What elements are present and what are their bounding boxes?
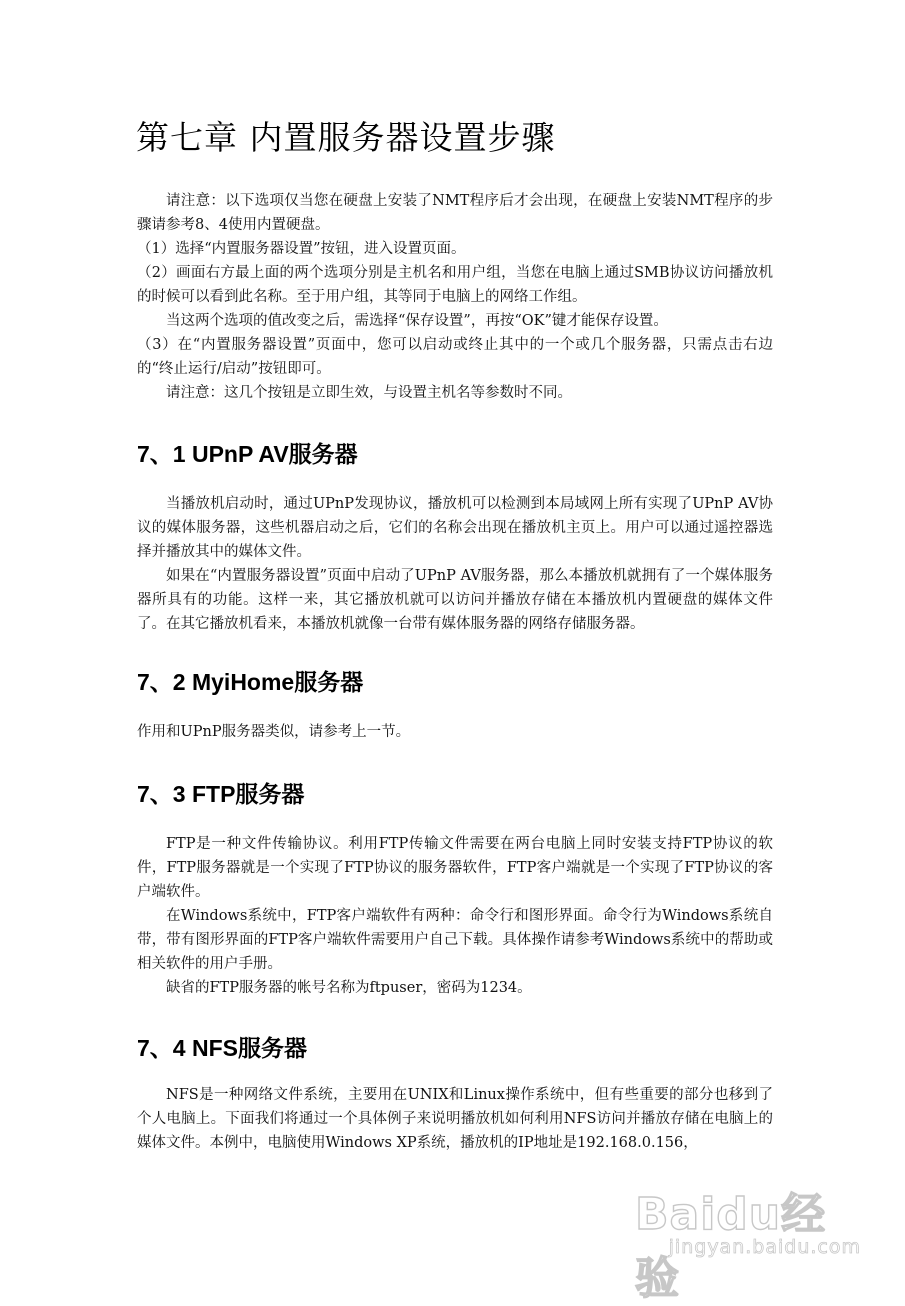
section-title-ftp: 7、3 FTP服务器 [137, 781, 305, 807]
ftp-paragraph-2: 在Windows系统中，FTP客户端软件有两种：命令行和图形界面。命令行为Windows系统自带，带有图形界面的FTP客户端软件需要用户自己下载。具体操作请参考Windows系统中的帮助或相关软件的用户手册。 [137, 908, 773, 972]
chapter-title: 第七章 内置服务器设置步骤 [136, 118, 556, 157]
watermark-url: jingyan.baidu.com [668, 1236, 861, 1258]
section-title-myihome: 7、2 MyiHome服务器 [137, 669, 364, 695]
step-2-paragraph: （2）画面右方最上面的两个选项分别是主机名和用户组，当您在电脑上通过SMB协议访问播放机的时候可以看到此名称。至于用户组，其等同于电脑上的网络工作组。 [137, 265, 773, 305]
myihome-paragraph: 作用和UPnP服务器类似，请参考上一节。 [137, 724, 411, 740]
baidu-jingyan-watermark [635, 1178, 865, 1304]
section-title-nfs: 7、4 NFS服务器 [137, 1035, 307, 1061]
step-1-paragraph: （1）选择“内置服务器设置”按钮，进入设置页面。 [137, 241, 466, 257]
upnp-paragraph-2: 如果在“内置服务器设置”页面中启动了UPnP AV服务器，那么本播放机就拥有了一个媒体服务器所具有的功能。这样一来，其它播放机就可以访问并播放存储在本播放机内置硬盘的媒体文件了。在其它播放机看来，本播放机就像一台带有媒体服务器的网络存储服务器。 [137, 568, 773, 632]
upnp-paragraph-1: 当播放机启动时，通过UPnP发现协议，播放机可以检测到本局域网上所有实现了UPnP AV协议的媒体服务器，这些机器启动之后，它们的名称会出现在播放机主页上。用户可以通过遥控器选择并播放其中的媒体文件。 [137, 496, 773, 560]
watermark-logo: Baidu经验 [635, 1189, 827, 1304]
ftp-paragraph-3: 缺省的FTP服务器的帐号名称为ftpuser，密码为1234。 [166, 980, 532, 996]
ftp-paragraph-1: FTP是一种文件传输协议。利用FTP传输文件需要在两台电脑上同时安装支持FTP协议的软件，FTP服务器就是一个实现了FTP协议的服务器软件，FTP客户端就是一个实现了FTP协议的客户端软件。 [137, 836, 773, 900]
step-3-paragraph: （3）在“内置服务器设置”页面中，您可以启动或终止其中的一个或几个服务器，只需点击右边的“终止运行/启动”按钮即可。 [137, 337, 773, 377]
save-note-paragraph: 当这两个选项的值改变之后，需选择“保存设置”，再按“OK”键才能保存设置。 [166, 313, 668, 329]
section-title-upnp: 7、1 UPnP AV服务器 [137, 441, 358, 467]
note-paragraph: 请注意：以下选项仅当您在硬盘上安装了NMT程序后才会出现，在硬盘上安装NMT程序的步骤请参考8、4使用内置硬盘。 [137, 193, 773, 233]
immediate-effect-note: 请注意：这几个按钮是立即生效，与设置主机名等参数时不同。 [166, 385, 572, 401]
nfs-paragraph: NFS是一种网络文件系统，主要用在UNIX和Linux操作系统中，但有些重要的部分也移到了个人电脑上。下面我们将通过一个具体例子来说明播放机如何利用NFS访问并播放存储在电脑上的媒体文件。本例中，电脑使用Windows XP系统，播放机的IP地址是192.168.0.156， [137, 1087, 773, 1151]
